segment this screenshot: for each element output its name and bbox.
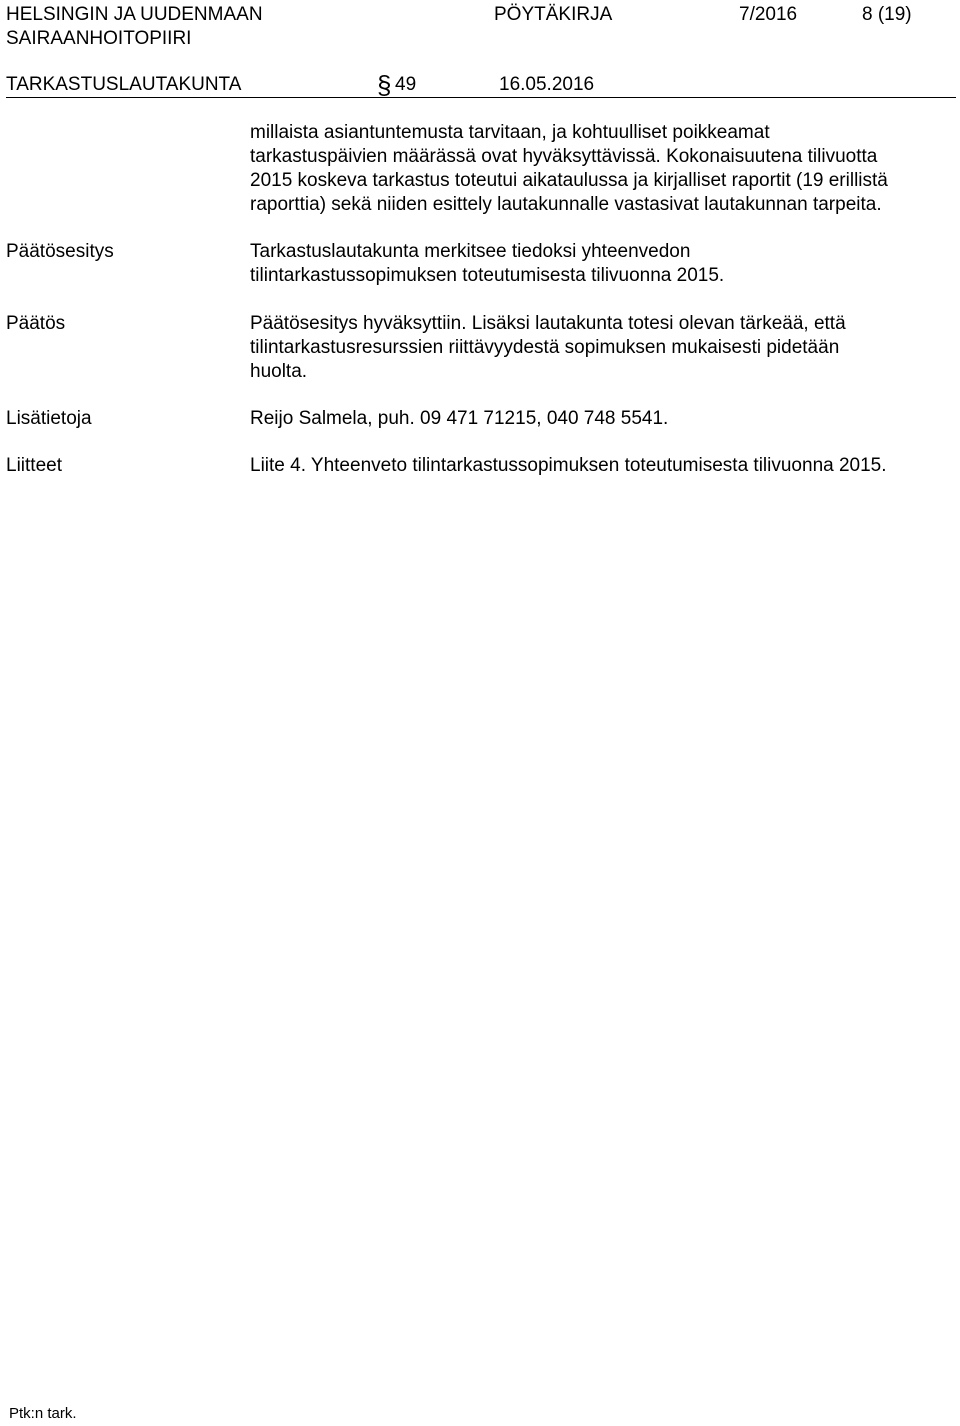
decision-line: huolta.: [250, 361, 308, 382]
intro-paragraph: [250, 121, 950, 217]
section-number: 49: [395, 74, 417, 95]
decision-line: tilintarkastusresurssien riittävyydestä sopimuksen mukaisesti pidetään: [250, 337, 840, 358]
organization-name-line2: SAIRAANHOITOPIIRI: [6, 28, 192, 49]
checker-label: Ptk:n tark.: [9, 1405, 77, 1422]
proposal-label: Päätösesitys: [6, 241, 114, 262]
decision-line: Päätösesitys hyväksyttiin. Lisäksi lautakunta totesi olevan tärkeää, että: [250, 313, 846, 334]
document-number: 7/2016: [739, 4, 798, 25]
intro-line: tarkastuspäivien määrässä ovat hyväksyttävissä. Kokonaisuutena tilivuotta: [250, 146, 878, 167]
more-info-text: Reijo Salmela, puh. 09 471 71215, 040 748 5541.: [250, 408, 669, 429]
attachments-label: Liitteet: [6, 455, 62, 476]
meeting-date: 16.05.2016: [499, 74, 595, 95]
proposal-line: tilintarkastussopimuksen toteutumisesta tilivuonna 2015.: [250, 265, 725, 286]
committee-name: TARKASTUSLAUTAKUNTA: [6, 74, 242, 95]
attachments-text: Liite 4. Yhteenveto tilintarkastussopimuksen toteutumisesta tilivuonna 2015.: [250, 455, 887, 476]
section-sign: §: [377, 70, 392, 100]
proposal-line: Tarkastuslautakunta merkitsee tiedoksi yhteenvedon: [250, 241, 691, 262]
intro-line: 2015 koskeva tarkastus toteutui aikataulussa ja kirjalliset raportit (19 erillistä: [250, 170, 888, 191]
intro-line: millaista asiantuntemusta tarvitaan, ja kohtuulliset poikkeamat: [250, 122, 770, 143]
organization-name-line1: HELSINGIN JA UUDENMAAN: [6, 4, 263, 25]
decision-label: Päätös: [6, 313, 66, 334]
intro-line: raporttia) sekä niiden esittely lautakunnalle vastasivat lautakunnan tarpeita.: [250, 194, 882, 215]
document-type: PÖYTÄKIRJA: [494, 4, 613, 25]
decision-text: [250, 312, 950, 384]
header-divider: [6, 97, 956, 98]
more-info-label: Lisätietoja: [6, 408, 92, 429]
page-number: 8 (19): [862, 4, 912, 25]
proposal-text: [250, 240, 950, 288]
